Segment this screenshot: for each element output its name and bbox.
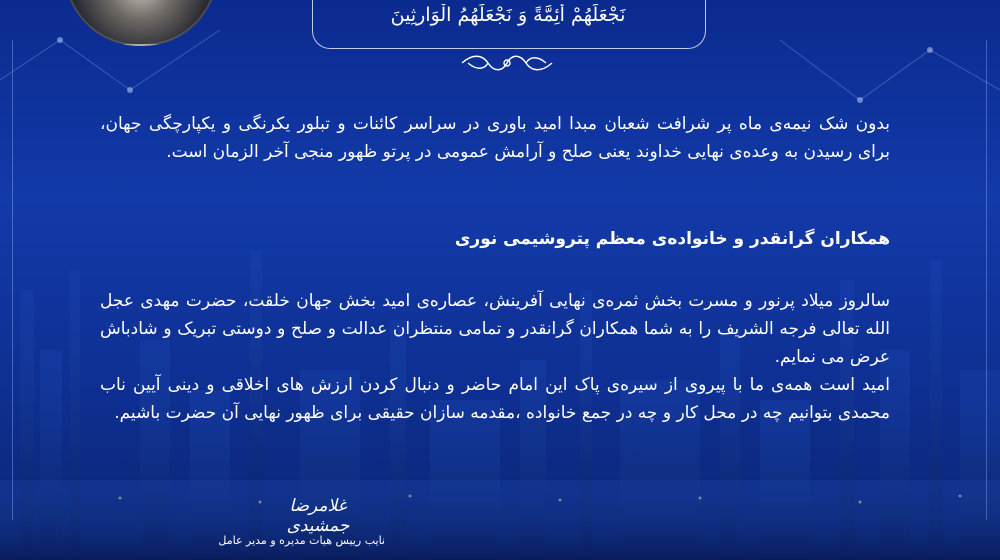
paragraph-congratulation: سالروز میلاد پرنور و مسرت بخش ثمره‌ی نهایی آفرینش، عصاره‌ی امید بخش جهان خلقت، حضرت مهدی عجل الله تعالی فرجه الشریف را به شما همکاران گرانقدر و تمامی منتظران عدالت و صلح و دوستی تبریک و شادباش عرض می نمایم. <box>100 291 890 367</box>
ornament-icon <box>458 52 556 74</box>
signature: غلامرضا جمشیدی <box>286 496 350 536</box>
signatory-title: نایب رییس هیات مدیره و مدیر عامل <box>218 534 385 547</box>
greeting-heading: همکاران گرانقدر و خانواده‌ی معظم پتروشیمی نوری <box>454 229 890 249</box>
quran-verse: نَجْعَلَهُمْ أَئِمَّةً وَ نَجْعَلَهُمُ الْوَارِثِينَ <box>390 4 626 26</box>
paragraph-intro: بدون شک نیمه‌ی ماه پر شرافت شعبان مبدا امید باوری در سراسر کائنات و تبلور یکرنگی و یکپارچگی جهان، برای رسیدن به وعده‌ی نهایی خداوند یعنی صلح و آرامش عمومی در پرتو ظهور منجی آخر الزمان است. <box>100 114 890 162</box>
paragraph-hope: امید است همه‌ی ما با پیروی از سیره‌ی پاک این امام حاضر و دنبال کردن ارزش های اخلاقی و دینی آیین ناب محمدی بتوانیم چه در محل کار و چه در جمع خانواده ،مقدمه سازان حقیقی برای ظهور نهایی آن حضرت باشیم. <box>100 375 890 423</box>
